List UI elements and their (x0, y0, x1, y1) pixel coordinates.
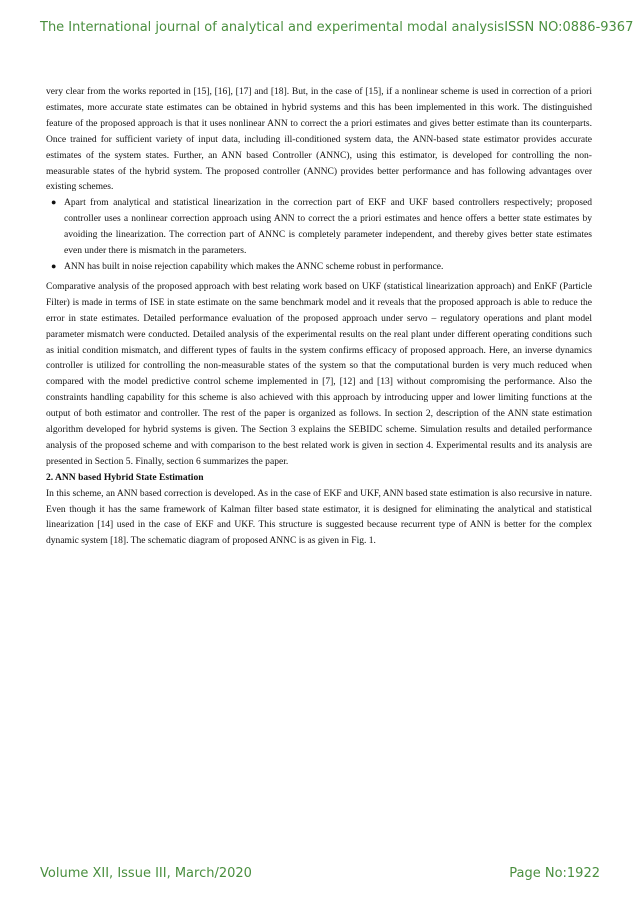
bullet-icon: ● (51, 260, 57, 271)
journal-title: The International journal of analytical and experimental modal analysis (40, 19, 505, 35)
article-body (46, 84, 592, 549)
page-header (40, 18, 634, 36)
page-footer (40, 864, 600, 882)
body-paragraph-3: In this scheme, an ANN based correction is developed. As in the case of EKF and UKF, ANN based state estimation is also recursive in nature. Even though it has the same framework of Kalman filter based state estimator, it is designed for eliminating the analytical and statistical linearization [14] used in the case of EKF and UKF. This structure is suggested because recurrent type of ANN is better for the complex dynamic system [18]. The schematic diagram of proposed ANNC is as given in Fig. 1. (46, 487, 592, 547)
advantages-list (46, 195, 592, 275)
issn-number: ISSN NO:0886-9367 (504, 19, 634, 35)
section-title: 2. ANN based Hybrid State Estimation (46, 471, 204, 483)
list-item (46, 195, 592, 259)
list-item-text: Apart from analytical and statistical linearization in the correction part of EKF and UKF based controllers respectively; proposed controller uses a nonlinear correction approach using ANN to correct the a priori estimates and hence offers a better state estimates by avoiding the linearization. The correction part of ANNC is completely parameter independent, and thereby gives better state estimates even under there is mismatch in the parameters. (64, 197, 592, 257)
body-paragraph-2: Comparative analysis of the proposed approach with best relating work based on UKF (statistical linearization approach) and EnKF (Particle Filter) is made in terms of ISE in state estimate on the same benchmark model and it reveals that the proposed approach is able to reduce the error in state estimates. Detailed performance evaluation of the proposed approach under servo – regulatory operations and plant model parameter mismatch were conducted. Detailed analysis of the experimental results on the real plant under different operating conditions such as initial condition mismatch, and different types of faults in the system confirms efficacy of proposed approach. Here, an inverse dynamics controller is utilized for controlling the non-measurable states of the system so that the computational burden is very much reduced when compared with the model predictive control scheme implemented in [7], [12] and [13] without compromising the performance. Also the constraints handling capability for this scheme is also achieved with this approach by introducing upper and lower limiting functions at the output of both estimator and controller. The rest of the paper is organized as follows. In section 2, description of the ANN state estimation algorithm developed for hybrid systems is given. The Section 3 explains the SEBIDC scheme. Simulation results and detailed performance analysis of the proposed scheme and with comparison to the best related work is given in section 4. Experimental results and its analysis are presented in Section 5. Finally, section 6 summarizes the paper. (46, 280, 592, 467)
volume-info: Volume XII, Issue III, March/2020 (40, 865, 252, 881)
page-number: Page No:1922 (509, 865, 600, 881)
list-item (46, 259, 592, 275)
bullet-icon: ● (51, 197, 57, 208)
list-item-text: ANN has built in noise rejection capability which makes the ANNC scheme robust in performance. (64, 260, 444, 272)
body-paragraph-1: very clear from the works reported in [15], [16], [17] and [18]. But, in the case of [15], if a nonlinear scheme is used in correction of a priori estimates, more accurate state estimates can be obtained in hybrid systems and this has been implemented in this work. The distinguished feature of the proposed approach is that it uses nonlinear ANN to correct the a priori estimates and gives better estimate than its counterparts. Once trained for sufficient variety of input data, including ill-conditioned system data, the ANN-based state estimator provides accurate estimates of the system states. Further, an ANN based Controller (ANNC), using this estimator, is developed for controlling the non-measurable states of the hybrid system. The proposed controller (ANNC) provides better performance and has following advantages over existing schemes. (46, 86, 592, 193)
